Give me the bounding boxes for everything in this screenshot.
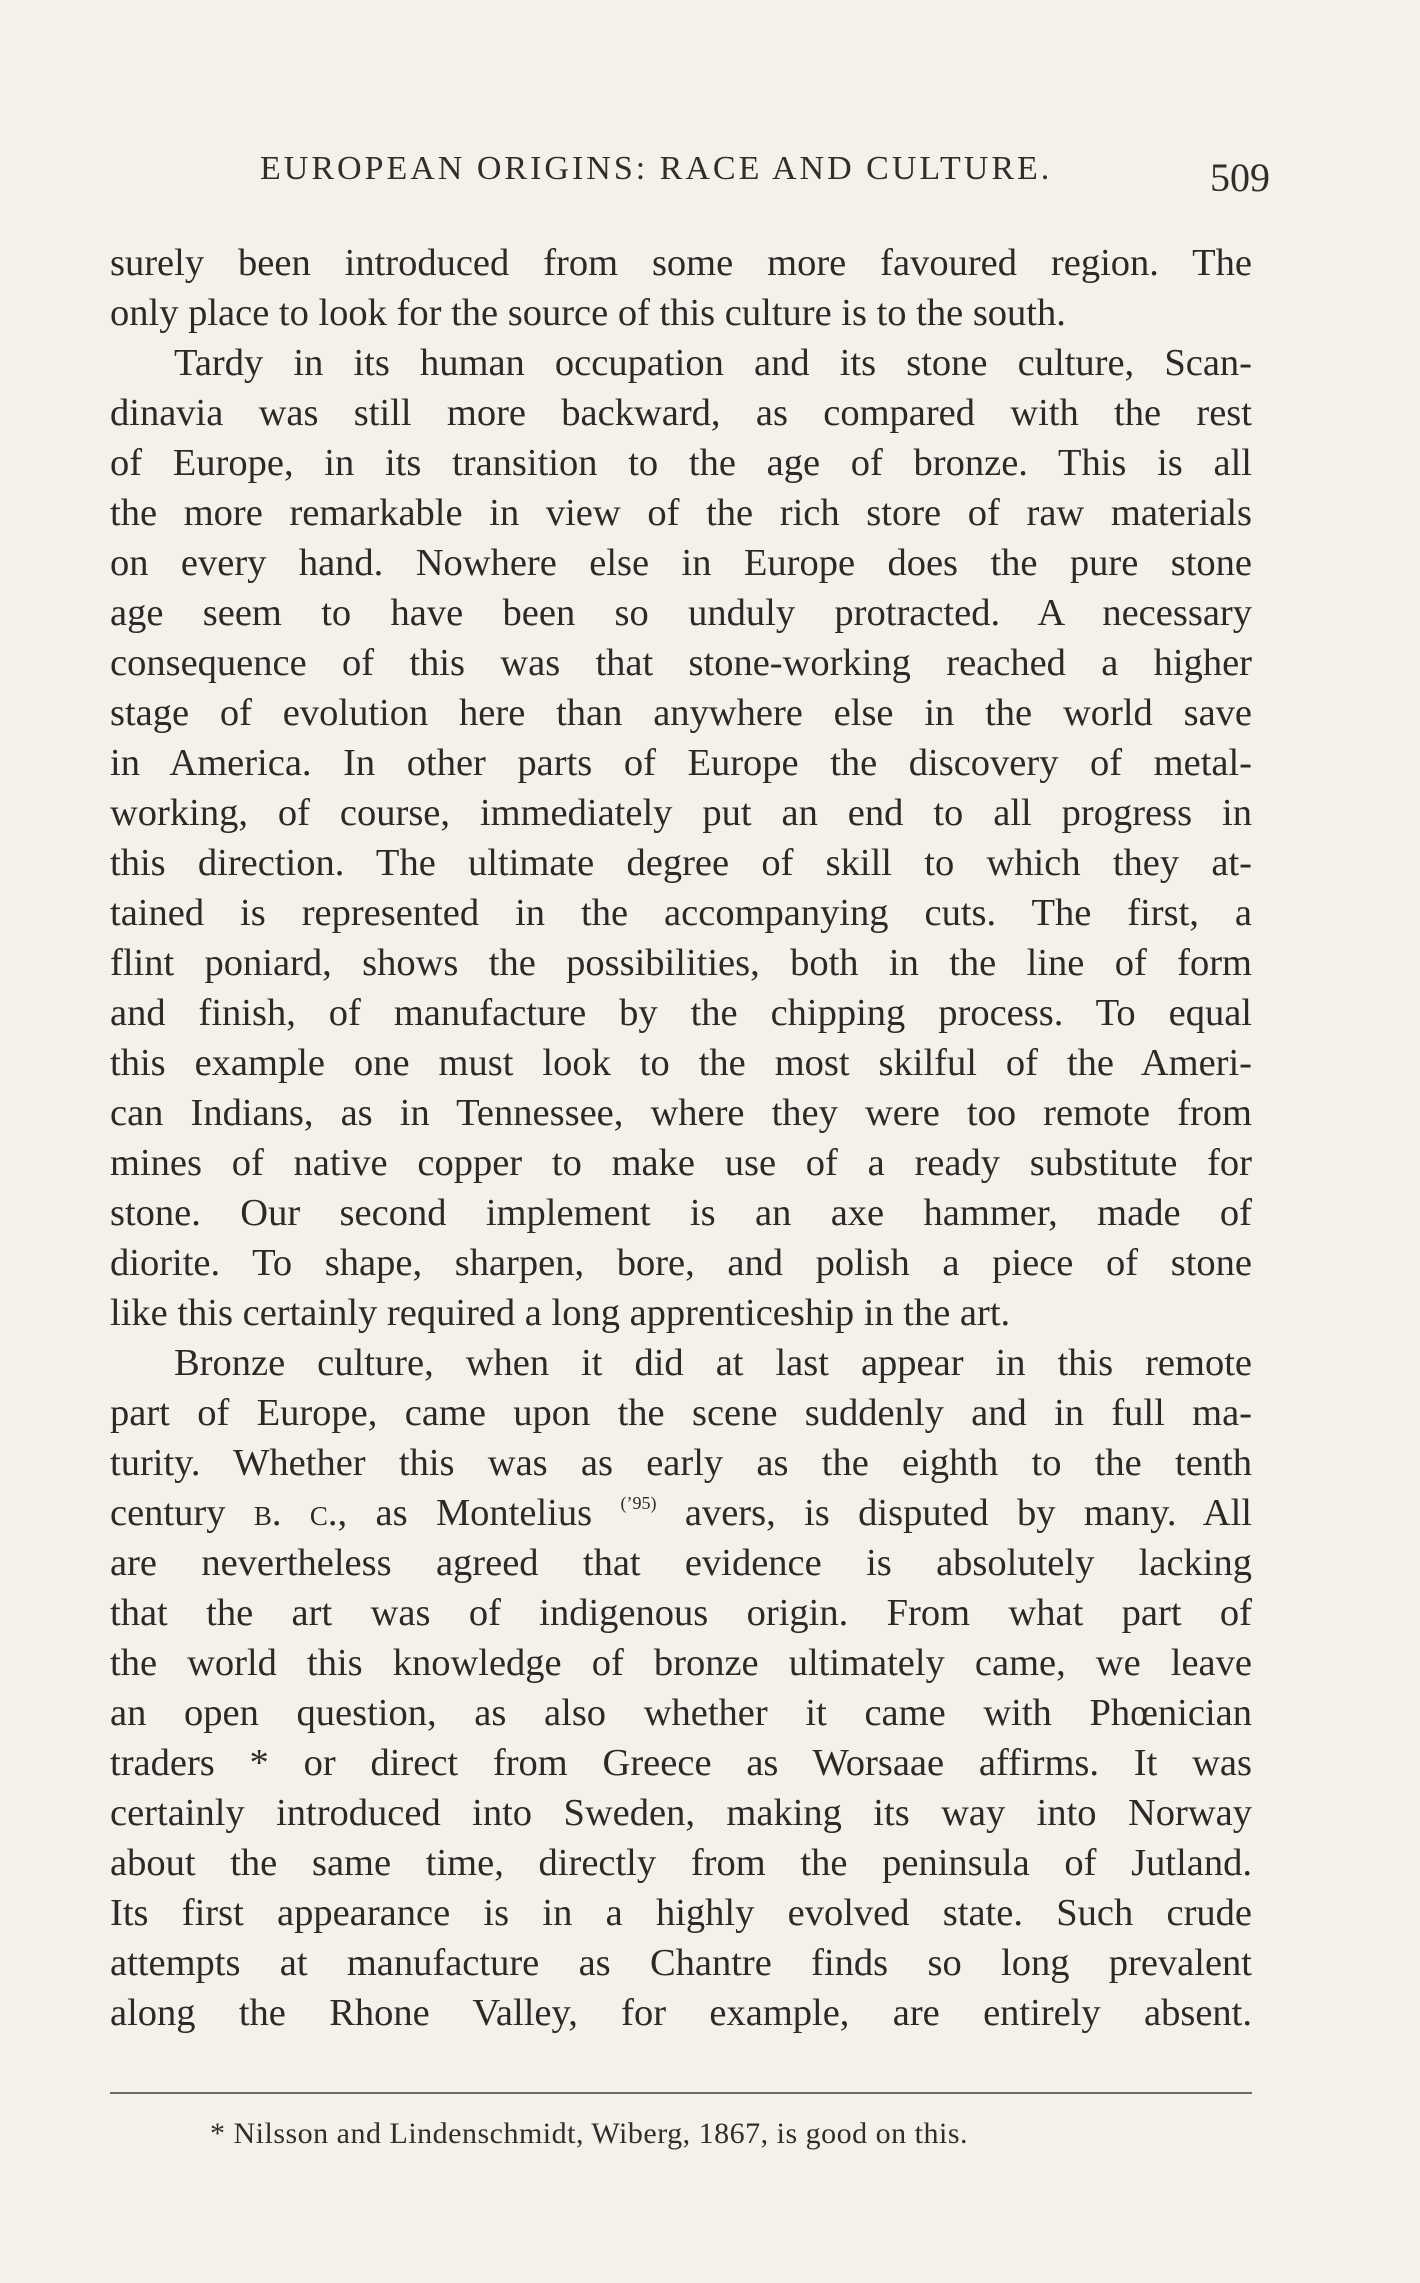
text-line: this direction. The ultimate degree of skill to which they at- <box>110 842 1252 884</box>
text-line: flint poniard, shows the possibilities, both in the line of form <box>110 942 1252 984</box>
text-line: in America. In other parts of Europe the discovery of metal- <box>110 742 1252 784</box>
text-line: surely been introduced from some more favoured region. The <box>110 242 1252 284</box>
footnote: * Nilsson and Lindenschmidt, Wiberg, 1867, is good on this. <box>210 2117 968 2150</box>
text-line: tained is represented in the accompanying cuts. The first, a <box>110 892 1252 934</box>
text-line: the world this knowledge of bronze ultimately came, we leave <box>110 1642 1252 1684</box>
paragraph-start-line: Bronze culture, when it did at last appear in this remote <box>174 1342 1252 1384</box>
text-line: the more remarkable in view of the rich store of raw materials <box>110 492 1252 534</box>
text-line: that the art was of indigenous origin. From what part of <box>110 1592 1252 1634</box>
text-line: diorite. To shape, sharpen, bore, and polish a piece of stone <box>110 1242 1252 1284</box>
text-line: stone. Our second implement is an axe hammer, made of <box>110 1192 1252 1234</box>
text-line: only place to look for the source of this culture is to the south. <box>110 292 1066 334</box>
text-line: are nevertheless agreed that evidence is absolutely lacking <box>110 1542 1252 1584</box>
text-line: can Indians, as in Tennessee, where they were too remote from <box>110 1092 1252 1134</box>
text-line: and finish, of manufacture by the chipping process. To equal <box>110 992 1252 1034</box>
line-segment: , as Montelius <box>337 1492 621 1534</box>
text-line: consequence of this was that stone-working reached a higher <box>110 642 1252 684</box>
text-line: along the Rhone Valley, for example, are entirely absent. <box>110 1992 1252 2034</box>
line-segment: century <box>110 1492 254 1534</box>
text-line: certainly introduced into Sweden, making its way into Norway <box>110 1792 1252 1834</box>
text-line: on every hand. Nowhere else in Europe does the pure stone <box>110 542 1252 584</box>
text-line-with-reference <box>110 1488 1252 1538</box>
footnote-divider <box>110 2092 1252 2094</box>
line-segment: avers, is disputed by many. All <box>656 1492 1252 1534</box>
text-line-with-footnote-mark: traders * or direct from Greece as Worsaae affirms. It was <box>110 1742 1252 1784</box>
text-line: Its first appearance is in a highly evolved state. Such crude <box>110 1892 1252 1934</box>
text-line: mines of native copper to make use of a ready substitute for <box>110 1142 1252 1184</box>
era-abbreviation: b. c. <box>253 1492 338 1534</box>
paragraph-start-line: Tardy in its human occupation and its stone culture, Scan- <box>174 342 1252 384</box>
body-text <box>110 238 1252 2038</box>
text-line: stage of evolution here than anywhere else in the world save <box>110 692 1252 734</box>
text-line: working, of course, immediately put an end to all progress in <box>110 792 1252 834</box>
text-line: age seem to have been so unduly protracted. A necessary <box>110 592 1252 634</box>
text-line: dinavia was still more backward, as compared with the rest <box>110 392 1252 434</box>
running-head <box>110 150 1270 200</box>
text-line: this example one must look to the most skilful of the Ameri- <box>110 1042 1252 1084</box>
text-line: about the same time, directly from the peninsula of Jutland. <box>110 1842 1252 1884</box>
text-line: attempts at manufacture as Chantre finds so long prevalent <box>110 1942 1252 1984</box>
citation-reference: (’95) <box>620 1493 657 1513</box>
text-line: part of Europe, came upon the scene suddenly and in full ma- <box>110 1392 1252 1434</box>
text-line: an open question, as also whether it came with Phœnician <box>110 1692 1252 1734</box>
text-line: turity. Whether this was as early as the eighth to the tenth <box>110 1442 1252 1484</box>
text-line: of Europe, in its transition to the age of bronze. This is all <box>110 442 1252 484</box>
running-title: EUROPEAN ORIGINS: RACE AND CULTURE. <box>260 150 1053 187</box>
text-line: like this certainly required a long apprenticeship in the art. <box>110 1292 1011 1334</box>
page-number: 509 <box>1210 155 1270 200</box>
